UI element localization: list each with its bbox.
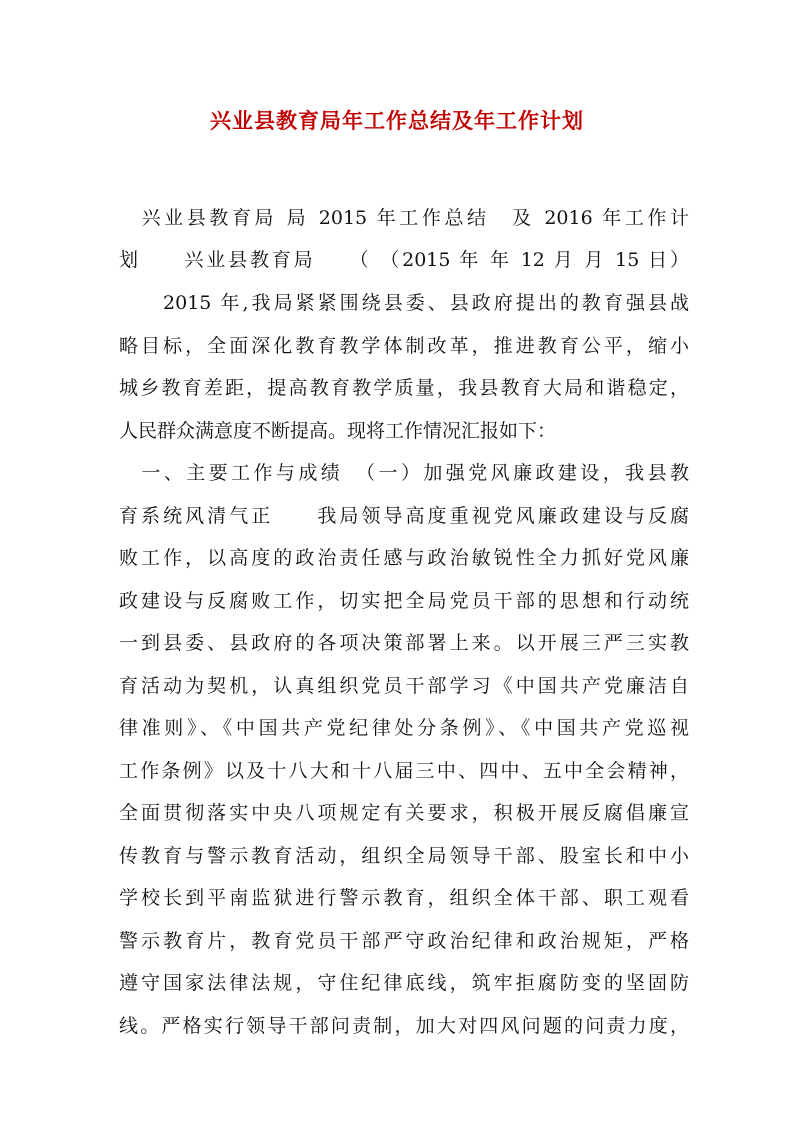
body-line: 划 兴业县教育局 （ （2015 年 年 12 月 月 15 日） bbox=[119, 249, 689, 271]
body-line: 一、主要工作与成绩 （一）加强党风廉政建设，我县教 bbox=[119, 462, 689, 484]
body-line: 政建设与反腐败工作，切实把全局党员干部的思想和行动统 bbox=[119, 590, 689, 612]
body-line: 警示教育片，教育党员干部严守政治纪律和政治规矩，严格 bbox=[119, 930, 689, 952]
body-line: 学校长到平南监狱进行警示教育，组织全体干部、职工观看 bbox=[119, 887, 689, 909]
body-line: 全面贯彻落实中央八项规定有关要求，积极开展反腐倡廉宣 bbox=[119, 802, 689, 824]
body-line: 育系统风清气正 我局领导高度重视党风廉政建设与反腐 bbox=[119, 505, 689, 527]
body-line: 人民群众满意度不断提高。现将工作情况汇报如下： bbox=[119, 420, 557, 442]
body-line: 线。严格实行领导干部问责制，加大对四风问题的问责力度， bbox=[119, 1015, 689, 1037]
body-line: 败工作，以高度的政治责任感与政治敏锐性全力抓好党风廉 bbox=[119, 547, 689, 569]
body-line: 一到县委、县政府的各项决策部署上来。以开展三严三实教 bbox=[119, 632, 689, 654]
body-line: 育活动为契机，认真组织党员干部学习《中国共产党廉洁自 bbox=[119, 675, 689, 697]
body-line: 略目标，全面深化教育教学体制改革，推进教育公平，缩小 bbox=[119, 335, 689, 357]
body-line: 2015 年,我局紧紧围绕县委、县政府提出的教育强县战 bbox=[119, 292, 689, 314]
body-line: 城乡教育差距，提高教育教学质量，我县教育大局和谐稳定， bbox=[119, 377, 689, 399]
body-line: 遵守国家法律法规，守住纪律底线，筑牢拒腐防变的坚固防 bbox=[119, 972, 689, 994]
body-line: 传教育与警示教育活动，组织全局领导干部、股室长和中小 bbox=[119, 845, 689, 867]
document-title: 兴业县教育局年工作总结及年工作计划 bbox=[210, 108, 584, 133]
body-line: 兴业县教育局 局 2015 年工作总结 及 2016 年工作计 bbox=[119, 207, 689, 229]
body-line: 工作条例》以及十八大和十八届三中、四中、五中全会精神， bbox=[119, 760, 689, 782]
body-line: 律准则》、《中国共产党纪律处分条例》、《中国共产党巡视 bbox=[119, 717, 689, 739]
